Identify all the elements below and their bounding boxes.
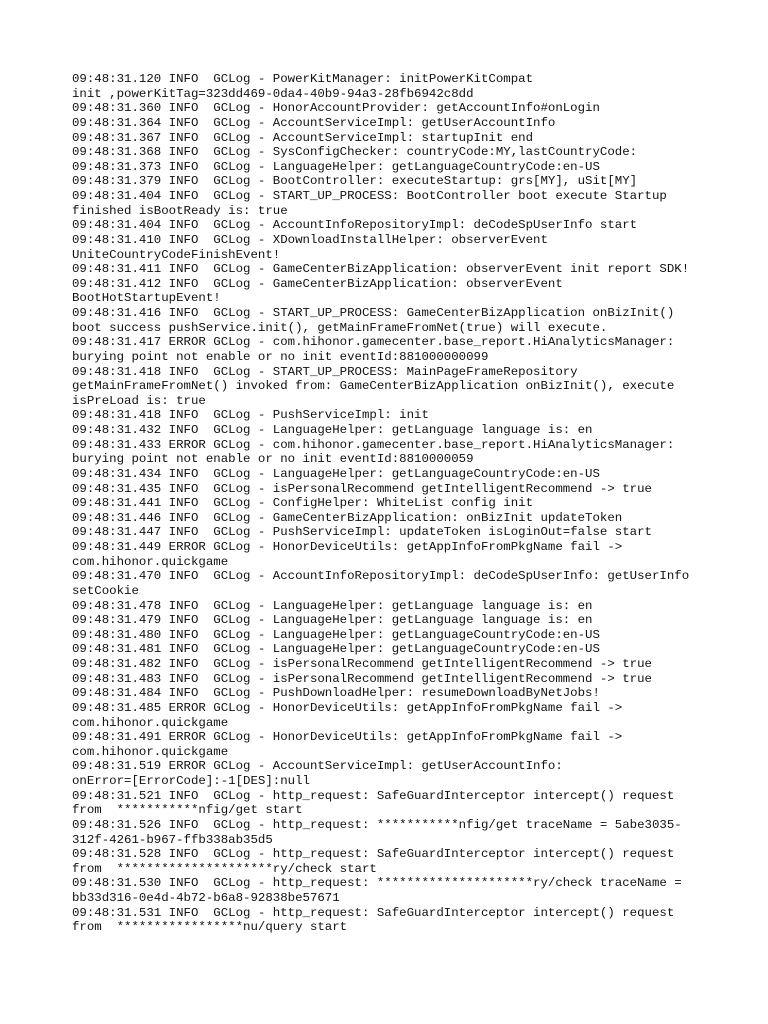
log-line: 09:48:31.412 INFO GCLog - GameCenterBizApplication: observerEvent xyxy=(72,276,563,291)
log-line: finished isBootReady is: true xyxy=(72,203,288,218)
log-line: 09:48:31.433 ERROR GCLog - com.hihonor.gamecenter.base_report.HiAnalyticsManager: xyxy=(72,437,675,452)
log-line: 09:48:31.120 INFO GCLog - PowerKitManager: initPowerKitCompat xyxy=(72,72,534,86)
log-line: burying point not enable or no init eventId:881000000099 xyxy=(72,349,489,364)
log-line: 09:48:31.449 ERROR GCLog - HonorDeviceUtils: getAppInfoFromPkgName fail -> xyxy=(72,540,623,554)
log-line: 09:48:31.491 ERROR GCLog - HonorDeviceUtils: getAppInfoFromPkgName fail -> xyxy=(72,730,623,745)
log-line: 09:48:31.484 INFO GCLog - PushDownloadHelper: resumeDownloadByNetJobs! xyxy=(72,686,600,701)
log-line: 09:48:31.373 INFO GCLog - LanguageHelper: getLanguageCountryCode:en-US xyxy=(72,159,600,174)
log-text-block xyxy=(72,72,702,935)
log-line: bb33d316-0e4d-4b72-b6a8-92838be57671 xyxy=(72,891,340,905)
log-line: 09:48:31.528 INFO GCLog - http_request: SafeGuardInterceptor intercept() request xyxy=(72,847,675,862)
log-line: 09:48:31.479 INFO GCLog - LanguageHelper: getLanguage language is: en xyxy=(72,613,593,628)
log-line: 09:48:31.417 ERROR GCLog - com.hihonor.gamecenter.base_report.HiAnalyticsManager: xyxy=(72,335,675,350)
log-line: 09:48:31.483 INFO GCLog - isPersonalRecommend getIntelligentRecommend -> true xyxy=(72,671,652,686)
log-line: 09:48:31.519 ERROR GCLog - AccountServiceImpl: getUserAccountInfo: xyxy=(72,759,563,774)
log-line: 09:48:31.521 INFO GCLog - http_request: SafeGuardInterceptor intercept() request xyxy=(72,788,675,803)
log-line: getMainFrameFromNet() invoked from: GameCenterBizApplication onBizInit(), execute xyxy=(72,379,675,394)
log-line: onError=[ErrorCode]:-1[DES]:null xyxy=(72,774,310,788)
log-line: 09:48:31.364 INFO GCLog - AccountServiceImpl: getUserAccountInfo xyxy=(72,115,556,130)
log-line: 09:48:31.526 INFO GCLog - http_request: ***********nfig/get traceName = 5abe3035- xyxy=(72,817,682,832)
log-line: 09:48:31.470 INFO GCLog - AccountInfoRepositoryImpl: deCodeSpUserInfo: getUserInfo xyxy=(72,569,690,584)
log-line: com.hihonor.quickgame xyxy=(72,715,229,730)
log-line: 09:48:31.446 INFO GCLog - GameCenterBizApplication: onBizInit updateToken xyxy=(72,510,623,525)
log-line: 09:48:31.481 INFO GCLog - LanguageHelper: getLanguageCountryCode:en-US xyxy=(72,642,600,657)
log-line: 09:48:31.418 INFO GCLog - PushServiceImpl: init xyxy=(72,408,429,423)
log-line: com.hihonor.quickgame xyxy=(72,744,229,759)
log-line: 09:48:31.418 INFO GCLog - START_UP_PROCESS: MainPageFrameRepository xyxy=(72,364,578,379)
log-line: 09:48:31.432 INFO GCLog - LanguageHelper: getLanguage language is: en xyxy=(72,423,593,437)
log-line: 09:48:31.531 INFO GCLog - http_request: SafeGuardInterceptor intercept() request xyxy=(72,905,675,920)
log-line: 09:48:31.360 INFO GCLog - HonorAccountProvider: getAccountInfo#onLogin xyxy=(72,101,600,116)
log-line: init ,powerKitTag=323dd469-0da4-40b9-94a3-28fb6942c8dd xyxy=(72,86,474,101)
log-line: 09:48:31.368 INFO GCLog - SysConfigChecker: countryCode:MY,lastCountryCode: xyxy=(72,145,638,160)
log-line: isPreLoad is: true xyxy=(72,393,206,408)
log-line: BootHotStartupEvent! xyxy=(72,291,221,306)
log-line: UniteCountryCodeFinishEvent! xyxy=(72,247,281,262)
log-line: 09:48:31.404 INFO GCLog - AccountInfoRepositoryImpl: deCodeSpUserInfo start xyxy=(72,218,638,233)
log-line: boot success pushService.init(), getMainFrameFromNet(true) will execute. xyxy=(72,320,608,335)
log-line: 09:48:31.485 ERROR GCLog - HonorDeviceUtils: getAppInfoFromPkgName fail -> xyxy=(72,700,623,715)
log-line: burying point not enable or no init eventId:8810000059 xyxy=(72,452,474,467)
log-line: 09:48:31.367 INFO GCLog - AccountServiceImpl: startupInit end xyxy=(72,130,534,145)
log-line: 09:48:31.435 INFO GCLog - isPersonalRecommend getIntelligentRecommend -> true xyxy=(72,481,652,496)
log-line: setCookie xyxy=(72,583,139,598)
log-line: from *****************nu/query start xyxy=(72,920,348,935)
log-line: 09:48:31.441 INFO GCLog - ConfigHelper: WhiteList config init xyxy=(72,496,534,511)
log-line: from *********************ry/check start xyxy=(72,861,377,876)
log-line: 312f-4261-b967-ffb338ab35d5 xyxy=(72,832,273,847)
log-line: 09:48:31.379 INFO GCLog - BootController: executeStartup: grs[MY], uSit[MY] xyxy=(72,174,638,189)
log-line: 09:48:31.434 INFO GCLog - LanguageHelper: getLanguageCountryCode:en-US xyxy=(72,466,600,481)
log-line: 09:48:31.480 INFO GCLog - LanguageHelper: getLanguageCountryCode:en-US xyxy=(72,627,600,642)
log-line: 09:48:31.482 INFO GCLog - isPersonalRecommend getIntelligentRecommend -> true xyxy=(72,657,652,671)
log-line: 09:48:31.478 INFO GCLog - LanguageHelper: getLanguage language is: en xyxy=(72,598,593,613)
log-line: 09:48:31.404 INFO GCLog - START_UP_PROCESS: BootController boot execute Startup xyxy=(72,189,667,203)
log-line: from ***********nfig/get start xyxy=(72,803,303,818)
log-line: 09:48:31.411 INFO GCLog - GameCenterBizApplication: observerEvent init report SDK! xyxy=(72,262,690,277)
log-line: 09:48:31.416 INFO GCLog - START_UP_PROCESS: GameCenterBizApplication onBizInit() xyxy=(72,306,675,320)
log-line: 09:48:31.410 INFO GCLog - XDownloadInstallHelper: observerEvent xyxy=(72,232,548,247)
log-line: com.hihonor.quickgame xyxy=(72,554,229,569)
log-line: 09:48:31.447 INFO GCLog - PushServiceImpl: updateToken isLoginOut=false start xyxy=(72,525,652,540)
log-line: 09:48:31.530 INFO GCLog - http_request: *********************ry/check traceName = xyxy=(72,876,682,891)
